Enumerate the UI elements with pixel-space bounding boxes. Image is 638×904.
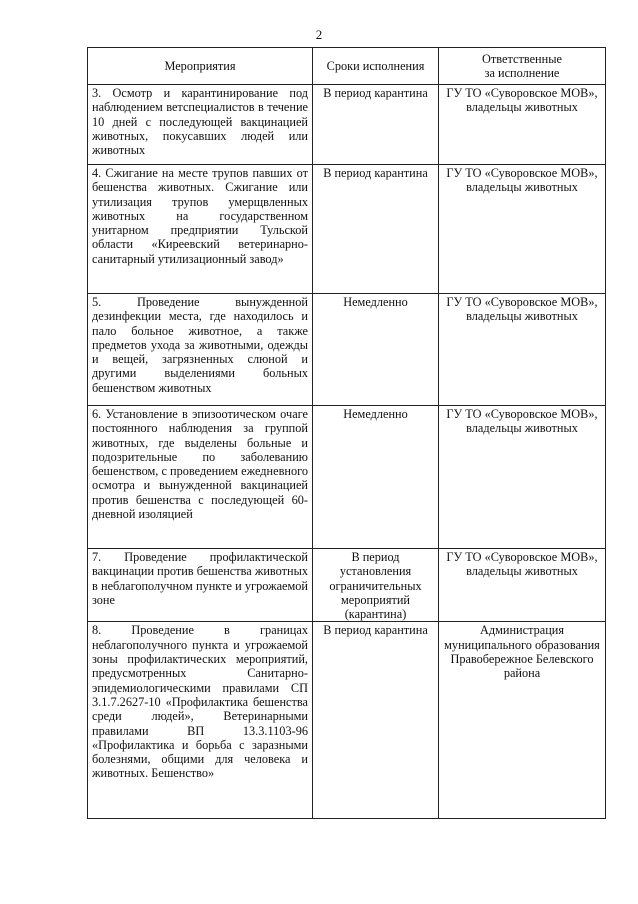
table-row [88, 406, 606, 549]
deadline-cell: Немедленно [313, 406, 439, 549]
table-row [88, 85, 606, 165]
responsible-cell: ГУ ТО «Суворовское МОВ», владельцы животных [439, 294, 606, 406]
header-measures: Мероприятия [88, 48, 313, 85]
deadline-cell: В период карантина [313, 622, 439, 819]
responsible-cell: Администрация муниципального образования Правобережное Белевского района [439, 622, 606, 819]
table-row [88, 294, 606, 406]
table-row [88, 549, 606, 622]
measure-cell: 3. Осмотр и карантинирование под наблюдением ветспециалистов в течение 10 дней с последующей вакцинацией животных, покусавших людей или животных [88, 85, 313, 165]
measure-cell: 6. Установление в эпизоотическом очаге постоянного наблюдения за группой животных, где выделены больные и подозрительные по заболеванию бешенством, с проведением ежедневного осмотра и вынужденной вакцинацией против бешенства с последующей 60-дневной изоляцией [88, 406, 313, 549]
table-header-row [88, 48, 606, 85]
page-number: 2 [315, 27, 323, 42]
measure-cell: 5. Проведение вынужденной дезинфекции места, где находилось и пало больное животное, а также предметов ухода за животными, одежды и вещей, загрязненных слюной и другими выделениями больных бешенством животных [88, 294, 313, 406]
measure-cell: 8. Проведение в границах неблагополучного пункта и угрожаемой зоны профилактических мероприятий, предусмотренных Санитарно-эпидемиологическими правилами СП 3.1.7.2627-10 «Профилактика бешенства среди людей», Ветеринарными правилами ВП 13.3.1103-96 «Профилактика и борьба с заразными болезнями, общими для человека и животных. Бешенство» [88, 622, 313, 819]
header-responsible: Ответственные за исполнение [439, 48, 606, 85]
table-row [88, 165, 606, 294]
table-row [88, 622, 606, 819]
deadline-cell: В период установления ограничительных мероприятий (карантина) [313, 549, 439, 622]
responsible-cell: ГУ ТО «Суворовское МОВ», владельцы животных [439, 406, 606, 549]
responsible-cell: ГУ ТО «Суворовское МОВ», владельцы животных [439, 549, 606, 622]
deadline-cell: В период карантина [313, 165, 439, 294]
measure-cell: 4. Сжигание на месте трупов павших от бешенства животных. Сжигание или утилизация трупов умерщвленных животных на государственном унитарном предприятии Тульской области «Киреевский ветеринарно-санитарный утилизационный завод» [88, 165, 313, 294]
deadline-cell: В период карантина [313, 85, 439, 165]
deadline-cell: Немедленно [313, 294, 439, 406]
responsible-cell: ГУ ТО «Суворовское МОВ», владельцы животных [439, 85, 606, 165]
measures-table [87, 47, 606, 819]
responsible-cell: ГУ ТО «Суворовское МОВ», владельцы животных [439, 165, 606, 294]
measure-cell: 7. Проведение профилактической вакцинации против бешенства животных в неблагополучном пункте и угрожаемой зоне [88, 549, 313, 622]
header-deadlines: Сроки исполнения [313, 48, 439, 85]
